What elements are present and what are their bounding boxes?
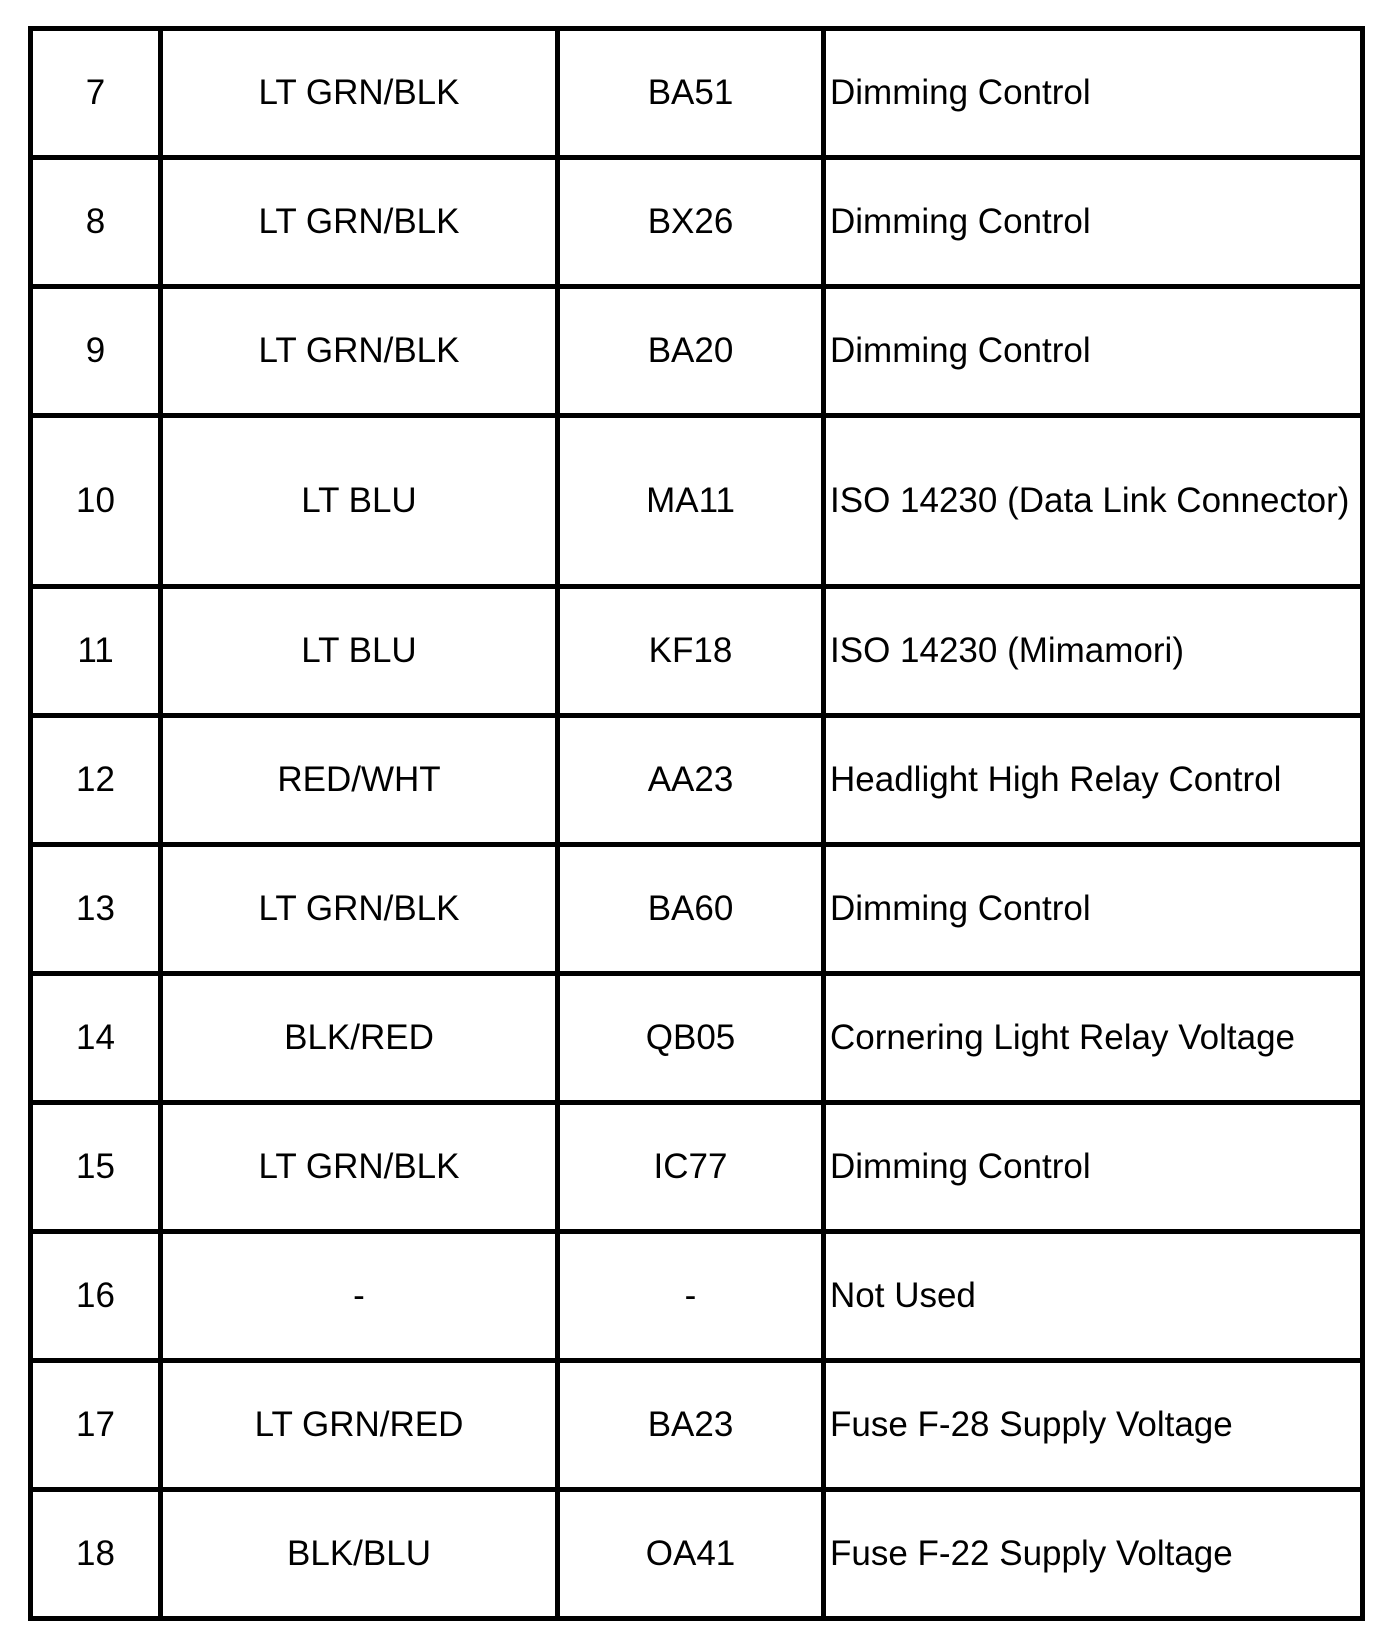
table-row <box>31 1490 1363 1619</box>
function-cell: Headlight High Relay Control <box>824 716 1363 845</box>
circuit-cell: IC77 <box>558 1103 824 1232</box>
function-cell: Not Used <box>824 1232 1363 1361</box>
wire-color-cell: LT GRN/BLK <box>161 845 558 974</box>
table-row <box>31 29 1363 158</box>
function-cell: Dimming Control <box>824 845 1363 974</box>
function-cell: Fuse F-28 Supply Voltage <box>824 1361 1363 1490</box>
function-cell: Fuse F-22 Supply Voltage <box>824 1490 1363 1619</box>
table-row <box>31 974 1363 1103</box>
circuit-cell: BA20 <box>558 287 824 416</box>
table-row <box>31 587 1363 716</box>
pin-number-cell: 11 <box>31 587 161 716</box>
circuit-cell: OA41 <box>558 1490 824 1619</box>
connector-pinout-table <box>28 26 1365 1621</box>
table-row <box>31 1232 1363 1361</box>
function-cell: Dimming Control <box>824 287 1363 416</box>
circuit-cell: BX26 <box>558 158 824 287</box>
function-cell: Dimming Control <box>824 29 1363 158</box>
function-cell: Dimming Control <box>824 1103 1363 1232</box>
table-row <box>31 416 1363 587</box>
table-row <box>31 1361 1363 1490</box>
wire-color-cell: BLK/BLU <box>161 1490 558 1619</box>
circuit-cell: BA51 <box>558 29 824 158</box>
function-cell: ISO 14230 (Data Link Connector) <box>824 416 1363 587</box>
wire-color-cell: BLK/RED <box>161 974 558 1103</box>
circuit-cell: KF18 <box>558 587 824 716</box>
function-cell: ISO 14230 (Mimamori) <box>824 587 1363 716</box>
wire-color-cell: LT GRN/BLK <box>161 287 558 416</box>
table-row <box>31 1103 1363 1232</box>
table-row <box>31 158 1363 287</box>
table-row <box>31 287 1363 416</box>
wire-color-cell: RED/WHT <box>161 716 558 845</box>
pin-number-cell: 18 <box>31 1490 161 1619</box>
circuit-cell: QB05 <box>558 974 824 1103</box>
wire-color-cell: LT GRN/BLK <box>161 29 558 158</box>
pin-number-cell: 8 <box>31 158 161 287</box>
pin-number-cell: 15 <box>31 1103 161 1232</box>
circuit-cell: AA23 <box>558 716 824 845</box>
table-row <box>31 716 1363 845</box>
wire-color-cell: LT GRN/RED <box>161 1361 558 1490</box>
wire-color-cell: LT BLU <box>161 416 558 587</box>
pin-number-cell: 7 <box>31 29 161 158</box>
pinout-table-body <box>31 29 1363 1619</box>
pin-number-cell: 9 <box>31 287 161 416</box>
pin-number-cell: 16 <box>31 1232 161 1361</box>
wire-color-cell: LT GRN/BLK <box>161 158 558 287</box>
pin-number-cell: 13 <box>31 845 161 974</box>
pin-number-cell: 17 <box>31 1361 161 1490</box>
table-row <box>31 845 1363 974</box>
circuit-cell: BA23 <box>558 1361 824 1490</box>
pin-number-cell: 10 <box>31 416 161 587</box>
wire-color-cell: LT BLU <box>161 587 558 716</box>
circuit-cell: MA11 <box>558 416 824 587</box>
function-cell: Cornering Light Relay Voltage <box>824 974 1363 1103</box>
pin-number-cell: 14 <box>31 974 161 1103</box>
pin-number-cell: 12 <box>31 716 161 845</box>
wire-color-cell: LT GRN/BLK <box>161 1103 558 1232</box>
function-cell: Dimming Control <box>824 158 1363 287</box>
wire-color-cell: - <box>161 1232 558 1361</box>
circuit-cell: - <box>558 1232 824 1361</box>
circuit-cell: BA60 <box>558 845 824 974</box>
